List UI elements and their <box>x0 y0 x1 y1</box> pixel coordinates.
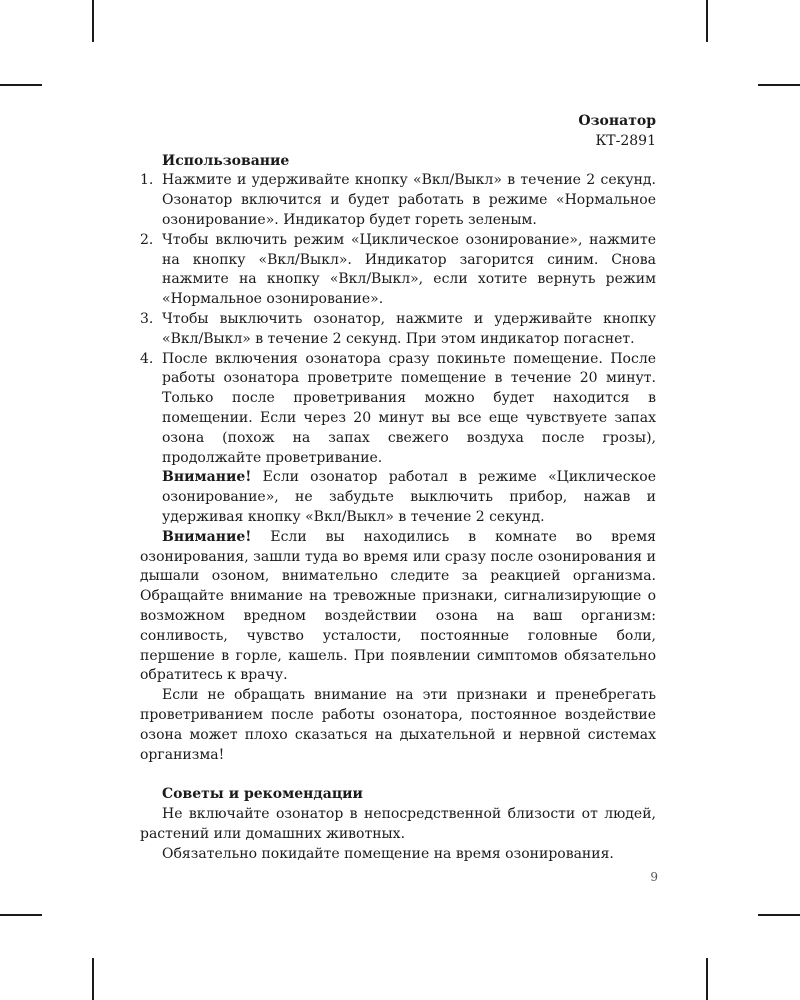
crop-mark-right-top <box>758 84 800 86</box>
tip-paragraph: Обязательно покидайте помещение на время озонирования. <box>162 845 614 862</box>
list-item <box>140 310 656 350</box>
list-item <box>140 350 656 469</box>
product-model: КТ-2891 <box>595 132 656 149</box>
list-item <box>140 171 656 230</box>
list-item-text: Чтобы выключить озонатор, нажмите и удерживайте кнопку «Вкл/Выкл» в течение 2 секунд. При этом индикатор погаснет. <box>162 310 656 347</box>
warning-paragraph-symptoms <box>140 528 656 686</box>
warning-label: Внимание! <box>162 469 252 486</box>
warning-label: Внимание! <box>162 528 252 545</box>
crop-mark-bottom-left <box>92 958 94 1000</box>
product-title: Озонатор <box>578 113 656 129</box>
warning-text: Если вы находились в комнате во время озонирования, зашли туда во время или сразу после озонирования и дышали озоном, внимательно следите за реакцией организма. Обращайте внимание на тревожные признаки, сигнализирующие о возможном вредном воздействии озона на ваш организм: сонливость, чувство усталости, постоянные головные боли, першение в горле, кашель. При появлении симптомов обязательно обратитесь к врачу. <box>140 528 656 684</box>
list-item-text: После включения озонатора сразу покиньте помещение. После работы озонатора проветрите помещение в течение 20 минут. Только после проветривания можно будет находится в помещении. Если через 20 минут вы все еще чувствуете запах озона (похож на запах свежего воздуха после грозы), продолжайте проветривание. <box>162 350 656 466</box>
warning-text: Если озонатор работал в режиме «Циклическое озонирование», не забудьте выключить прибор, нажав и удерживая кнопку «Вкл/Выкл» в течение 2 секунд. <box>162 469 656 525</box>
list-item-number: 1. <box>140 172 154 189</box>
ventilation-paragraph: Если не обращать внимание на эти признаки и пренебрегать проветриванием после работы озонатора, постоянное воздействие озона может плохо сказаться на дыхательной и нервной системах организма! <box>140 687 656 763</box>
list-item <box>140 231 656 310</box>
list-item-number: 4. <box>140 350 154 367</box>
crop-mark-top-left <box>92 0 94 42</box>
crop-mark-right-bottom <box>758 914 800 916</box>
list-item-number: 2. <box>140 231 154 248</box>
tip-paragraph: Не включайте озонатор в непосредственной близости от людей, растений или домашних животных. <box>140 806 656 842</box>
page-number: 9 <box>650 870 658 884</box>
crop-mark-left-bottom <box>0 914 42 916</box>
list-item-text: Чтобы включить режим «Циклическое озонирование», нажмите на кнопку «Вкл/Выкл». Индикатор загорится синим. Снова нажмите на кнопку «Вкл/Выкл», если хотите вернуть режим «Нормальное озонирование». <box>162 231 656 308</box>
usage-section-title: Использование <box>162 152 290 169</box>
tips-section-title: Советы и рекомендации <box>162 786 363 803</box>
manual-page <box>140 112 656 864</box>
section-spacer <box>140 765 656 785</box>
warning-paragraph-cyclic <box>140 468 656 527</box>
crop-mark-bottom-right <box>706 958 708 1000</box>
list-item-text: Нажмите и удерживайте кнопку «Вкл/Выкл» в течение 2 секунд. Озонатор включится и будет работать в режиме «Нормальное озонирование». Индикатор будет гореть зеленым. <box>162 172 656 228</box>
page-header <box>140 112 656 152</box>
list-item-number: 3. <box>140 310 154 327</box>
crop-mark-top-right <box>706 0 708 42</box>
usage-steps-list <box>140 171 656 468</box>
crop-mark-left-top <box>0 84 42 86</box>
